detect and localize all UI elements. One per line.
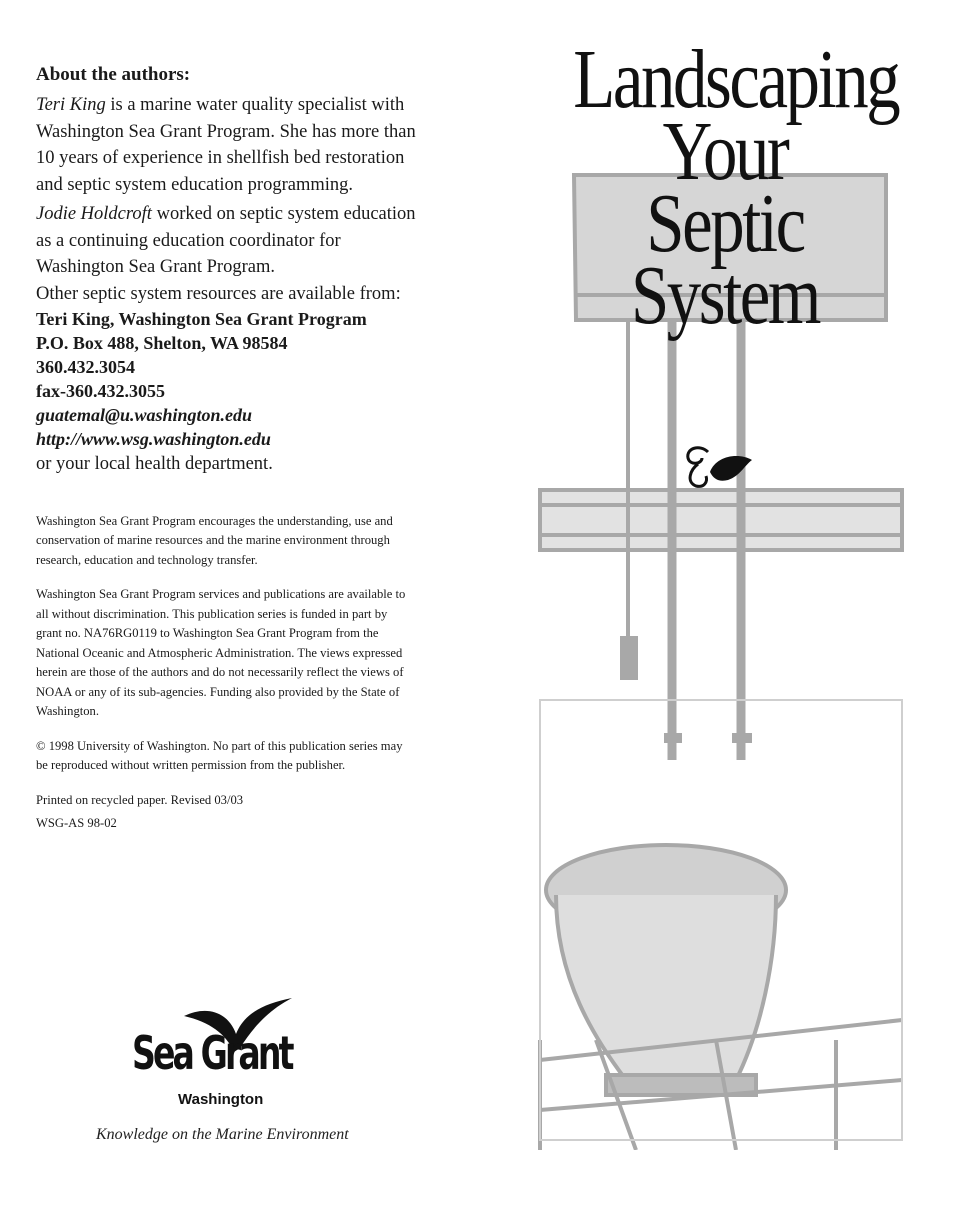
- contact-address: P.O. Box 488, Shelton, WA 98584: [36, 333, 288, 353]
- copyright-notice: © 1998 University of Washington. No part of this publication series may be reproduced without written permission from the publisher.: [36, 738, 403, 772]
- services-statement: Washington Sea Grant Program services and publications are available to all without discrimination. This publication series is funded in part by grant no. NA76RG0119 to Washington Sea Grant Program from the National Oceanic and Atmospheric Administration. The views expressed herein are those of the authors and do not necessarily reflect the views of NOAA or any of its sub-agencies. Funding also provided by the State of Washington.: [36, 587, 406, 718]
- logo-subtitle: Washington: [178, 1091, 264, 1108]
- holdcroft-bio: worked on septic system education as a continuing education coordinator for Washington Sea Grant Program.: [36, 204, 416, 277]
- resources-outro: or your local health department.: [36, 454, 273, 474]
- king-name: Teri King: [36, 95, 106, 115]
- king-paragraph: [36, 92, 416, 198]
- logo-tagline: Knowledge on the Marine Environment: [96, 1126, 349, 1143]
- resources-intro: Other septic system resources are available from:: [36, 283, 401, 304]
- publication-code: WSG-AS 98-02: [36, 816, 117, 830]
- logo-wordmark: Sea Grant: [132, 1026, 292, 1080]
- title-line-1: Landscaping: [573, 33, 899, 126]
- contact-web[interactable]: http://www.wsg.washington.edu: [36, 429, 271, 449]
- brochure-title: [540, 33, 910, 342]
- ornament-icon: [680, 442, 756, 494]
- contact-email[interactable]: guatemal@u.washington.edu: [36, 405, 253, 425]
- authors-panel: [36, 64, 416, 834]
- holdcroft-name: Jodie Holdcroft: [36, 204, 152, 224]
- mission-statement: Washington Sea Grant Program encourages the understanding, use and conservation of marine resources and the marine environment through research, education and technology transfer.: [36, 513, 393, 567]
- contact-name: Teri King, Washington Sea Grant Program: [36, 309, 367, 329]
- king-bio: is a marine water quality specialist with Washington Sea Grant Program. She has more than 10 years of experience in shellfish bed restoration and septic system education programming.: [36, 95, 416, 195]
- title-line-4: System: [630, 249, 820, 342]
- contact-fax: fax-360.432.3055: [36, 381, 165, 401]
- title-line-2: Your: [662, 105, 788, 198]
- contact-phone: 360.432.3054: [36, 357, 135, 377]
- title-line-3: Septic: [646, 177, 804, 270]
- printed-note: Printed on recycled paper. Revised 03/03: [36, 792, 244, 807]
- holdcroft-paragraph: [36, 201, 416, 281]
- authors-heading: About the authors:: [36, 64, 191, 85]
